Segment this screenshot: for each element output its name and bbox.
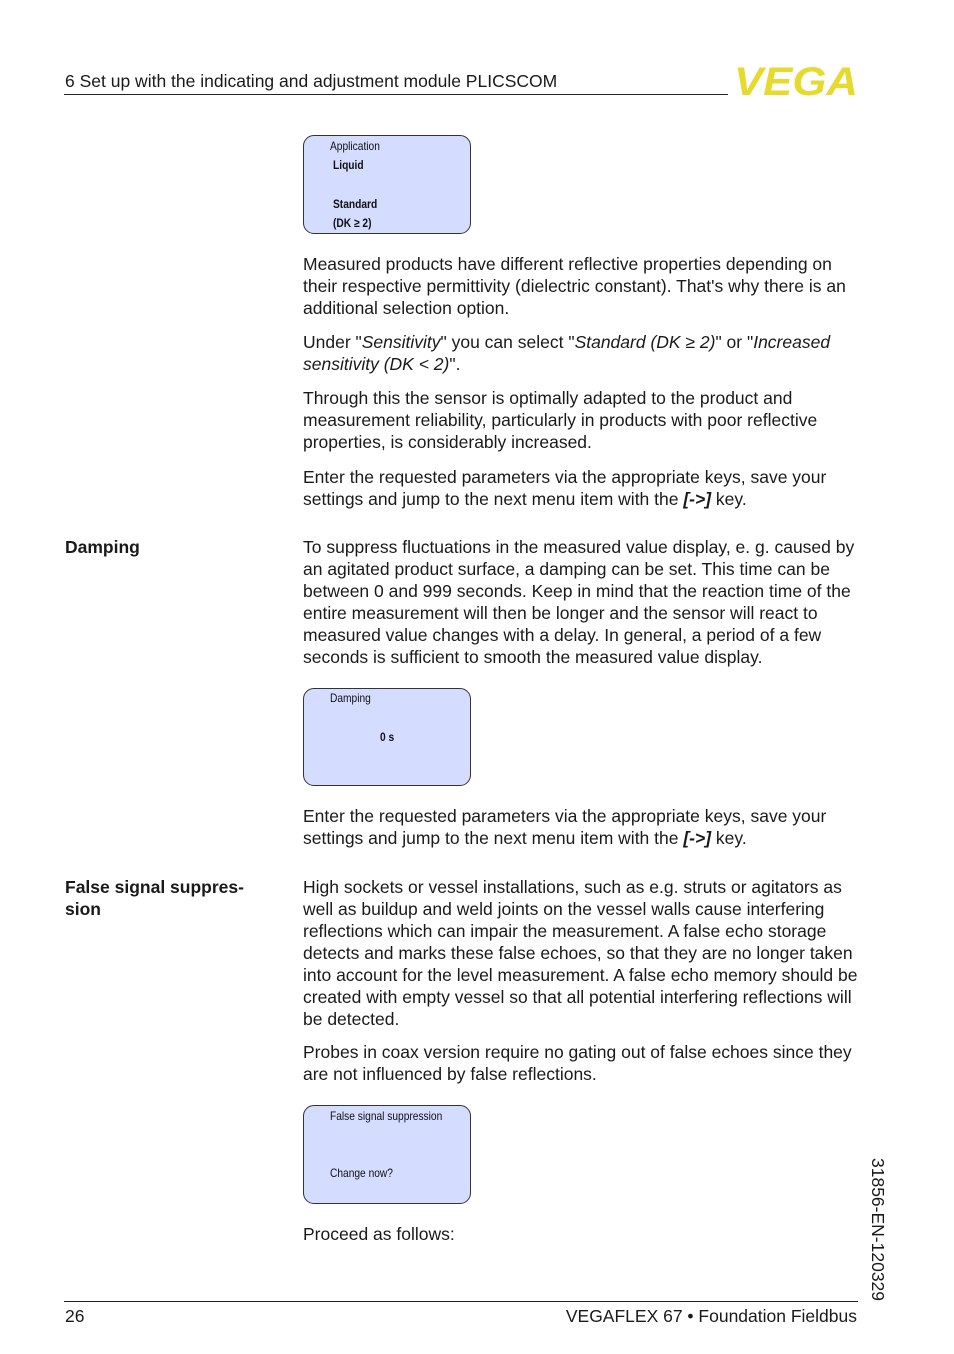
false-signal-paragraph-2: Probes in coax version require no gating out of false echoes since they are not influenced by false reflections. [303,1042,852,1084]
intro-paragraph-4: Enter the requested parameters via the appropriate keys, save your settings and jump to the next menu item with the [->] key. [303,467,827,509]
vega-logo [734,63,858,99]
false-signal-paragraph-1: High sockets or vessel installations, such as e.g. struts or agitators as well as buildup and weld joints on the vessel walls cause interfering reflections which can impair the measurement. A false echo storage detects and marks these false echoes, so that they are no longer taken into account for the level measurement. A false echo memory should be created with empty vessel so that all potential interfering reflections will be detected. [303,877,858,1029]
false-signal-paragraph-3: Proceed as follows: [303,1224,455,1244]
damping-paragraph-2: Enter the requested parameters via the appropriate keys, save your settings and jump to the next menu item with the [->] key. [303,806,827,848]
display-title: False signal suppression [330,1109,443,1123]
display-option-standard: Standard [333,197,378,211]
display-application [303,135,471,234]
display-title: Damping [330,691,371,705]
display-value: 0 s [380,730,395,744]
display-damping [303,688,471,786]
display-prompt: Change now? [330,1166,393,1180]
intro-paragraph-1: Measured products have different reflective properties depending on their respective permittivity (dielectric constant). That's why there is an additional selection option. [303,254,846,318]
page-number: 26 [65,1306,85,1326]
damping-paragraph-1: To suppress fluctuations in the measured value display, e. g. caused by an agitated product surface, a damping can be set. This time can be between 0 and 999 seconds. Keep in mind that the reaction time of the entire measurement will then be longer and the sensor will react to measured value changes with a delay. In general, a period of a few seconds is sufficient to smooth the measured value display. [303,537,855,667]
intro-paragraph-2: Under "Sensitivity" you can select "Standard (DK ≥ 2)" or "Increased sensitivity (DK < 2)". [303,332,831,374]
intro-paragraph-3: Through this the sensor is optimally adapted to the product and measurement reliability, particularly in products with poor reflective properties, is considerably increased. [303,388,818,452]
section-header: 6 Set up with the indicating and adjustment module PLICSCOM [65,71,558,91]
document-code: 31856-EN-120329 [868,1158,888,1302]
document-title: VEGAFLEX 67 • Foundation Fieldbus [565,1306,857,1326]
display-option-liquid: Liquid [333,158,364,172]
footer-rule [64,1301,858,1302]
damping-heading: Damping [65,537,140,557]
display-title: Application [330,139,380,153]
display-false-signal [303,1105,471,1204]
vega-logo-text: VEGA [734,63,858,99]
display-option-dk: (DK ≥ 2) [333,216,372,230]
header-rule [64,94,728,95]
false-signal-heading: False signal suppres- sion [65,877,244,919]
